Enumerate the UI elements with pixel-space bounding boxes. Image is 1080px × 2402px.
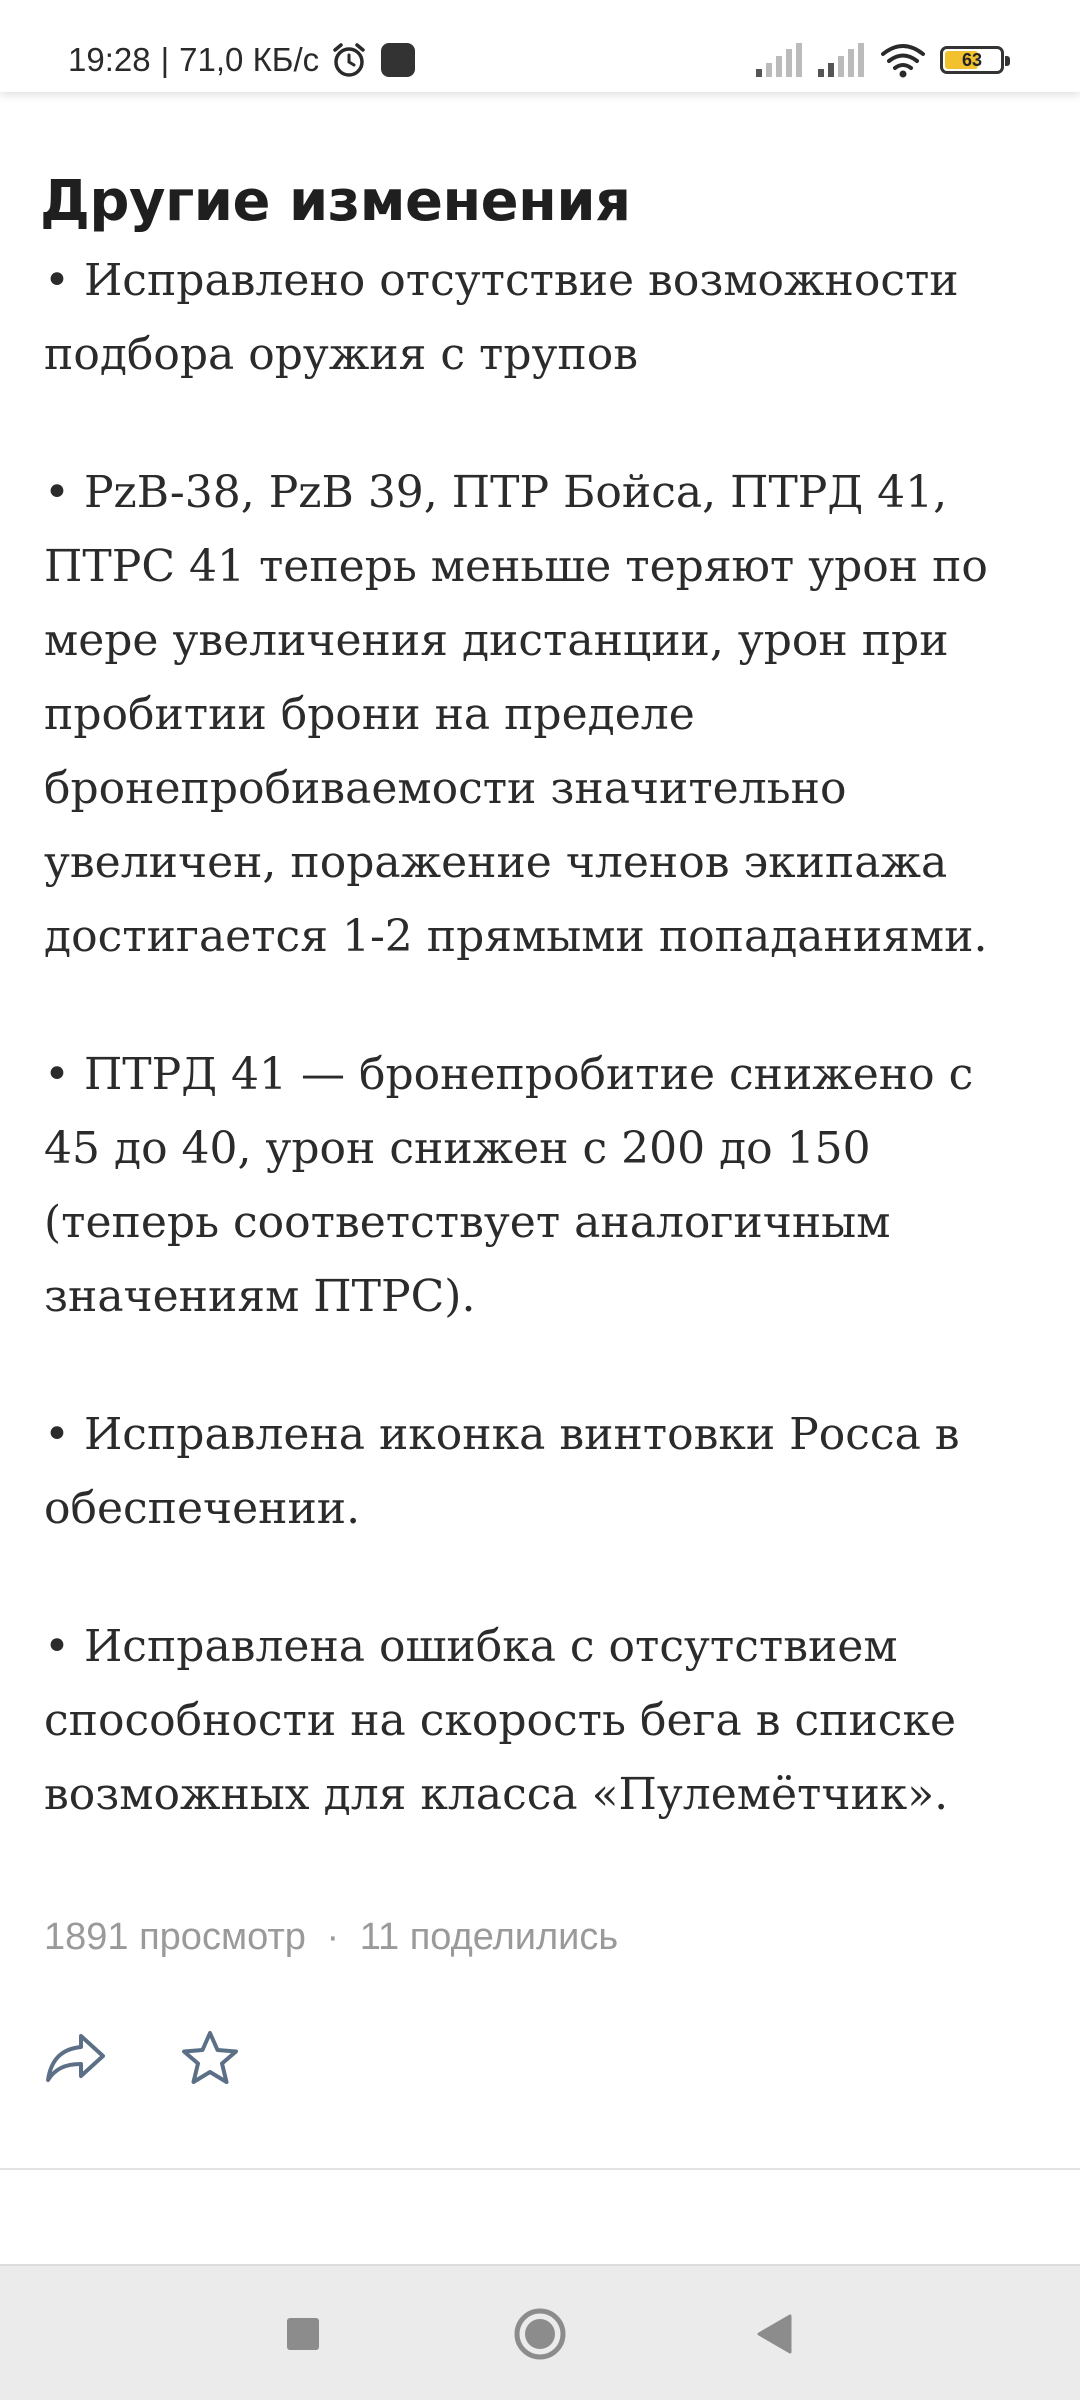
- status-separator: |: [160, 41, 170, 78]
- battery-icon: [940, 46, 1004, 74]
- back-button[interactable]: [748, 2266, 800, 2402]
- views-count: 1891 просмотр: [44, 1916, 306, 1958]
- recents-square-icon: [286, 2317, 320, 2351]
- battery-cap: [1005, 56, 1010, 66]
- alarm-icon: [329, 40, 369, 80]
- status-right-group: [756, 38, 1004, 82]
- content-divider: [0, 2168, 1080, 2170]
- paragraph-machinegunner-ability: • Исправлена ошибка с отсутствием способности на скорость бега в списке возможных для класса «Пулемётчик».: [44, 1621, 956, 1820]
- section-heading: Другие изменения: [40, 169, 631, 234]
- shares-count: 11 поделились: [359, 1916, 619, 1958]
- share-button[interactable]: [44, 2026, 108, 2090]
- system-nav-bar: [0, 2264, 1080, 2400]
- status-bar: [0, 0, 1080, 92]
- back-triangle-icon: [756, 2314, 792, 2354]
- recents-button[interactable]: [270, 2266, 336, 2402]
- article-content: [40, 160, 1040, 1896]
- paragraph-antitank-rifles: • PzB-38, PzB 39, ПТР Бойса, ПТРД 41, ПТРС 41 теперь меньше теряют урон по мере увеличения дистанции, урон при пробитии брони на пределе бронепробиваемости значительно увеличен, поражение членов экипажа достигается 1-2 прямыми попаданиями.: [44, 467, 988, 962]
- status-network-speed: 71,0 КБ/с: [179, 41, 320, 78]
- status-left-group: [68, 34, 415, 86]
- stats-dot: ·: [326, 1916, 340, 1958]
- signal-icon: [818, 43, 866, 77]
- post-stats: [44, 1916, 618, 1959]
- battery-level: 63: [961, 49, 983, 70]
- post-actions: [44, 2026, 242, 2090]
- app-icon: [381, 43, 415, 77]
- wifi-icon: [880, 42, 926, 78]
- favorite-button[interactable]: [178, 2026, 242, 2090]
- paragraph-ross-icon: • Исправлена иконка винтовки Росса в обеспечении.: [44, 1409, 960, 1534]
- paragraph-weapon-pickup: • Исправлено отсутствие возможности подбора оружия с трупов: [44, 255, 959, 380]
- paragraph-ptrd-nerf: • ПТРД 41 — бронепробитие снижено с 45 до 40, урон снижен с 200 до 150 (теперь соответствует аналогичным значениям ПТРС).: [44, 1049, 974, 1322]
- home-button[interactable]: [510, 2266, 570, 2402]
- status-time: 19:28: [68, 41, 151, 78]
- share-icon: [45, 2032, 107, 2084]
- home-circle-icon: [513, 2307, 567, 2361]
- signal-icon: [756, 43, 804, 77]
- star-icon: [181, 2030, 239, 2086]
